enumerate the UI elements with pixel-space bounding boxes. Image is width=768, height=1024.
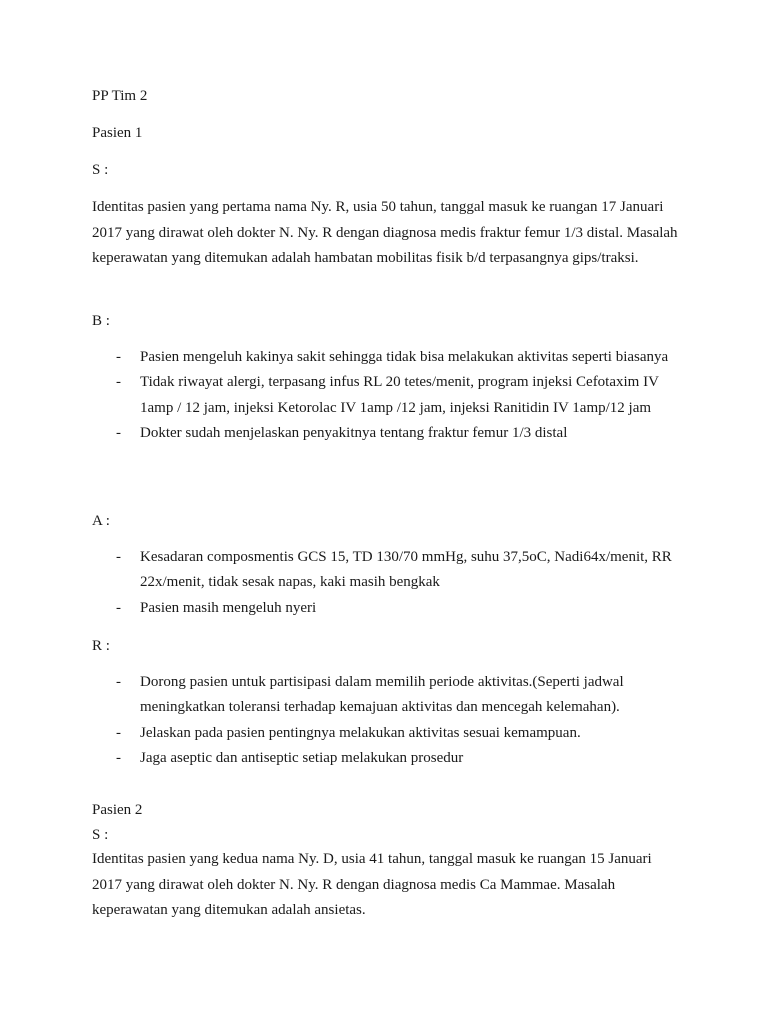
dash-bullet-icon: - [116,749,121,766]
pasien-2-s-label: S : [92,827,109,843]
dash-bullet-icon: - [116,599,121,616]
dash-bullet-icon: - [116,549,121,565]
list-item [92,421,682,446]
list-item [92,670,682,721]
list-item [92,746,682,771]
dash-bullet-icon: - [116,374,121,391]
dash-bullet-icon: - [116,424,121,441]
pasien-1-a-label: A : [92,513,110,529]
pasien-2-s-paragraph: Identitas pasien yang kedua nama Ny. D, usia 41 tahun, tanggal masuk ke ruangan 15 Januari 2017 yang dirawat oleh dokter N. Ny. R dengan diagnosa medis Ca Mammae. Masalah keperawatan yang ditemukan adalah ansietas. [92,851,652,918]
pasien-1-s-paragraph: Identitas pasien yang pertama nama Ny. R, usia 50 tahun, tanggal masuk ke ruangan 17 Januari 2017 yang dirawat oleh dokter N. Ny. R dengan diagnosa medis fraktur femur 1/3 distal. Masalah keperawatan yang ditemukan adalah hambatan mobilitas fisik b/d terpasangnya gips/traksi. [92,199,678,266]
list-item-text: Pasien mengeluh kakinya sakit sehingga tidak bisa melakukan aktivitas seperti biasanya [140,349,669,365]
list-item [92,596,682,621]
document-title: PP Tim 2 [92,88,148,104]
dash-bullet-icon: - [116,674,121,690]
pasien-1-b-list [92,345,682,446]
dash-bullet-icon: - [116,349,121,365]
list-item-text: Jelaskan pada pasien pentingnya melakukan aktivitas sesuai kemampuan. [140,724,581,741]
pasien-1-b-label: B : [92,313,110,329]
pasien-1-s-label: S : [92,162,109,178]
document-page [92,0,682,1024]
list-item [92,370,682,421]
list-item-text: Dokter sudah menjelaskan penyakitnya tentang fraktur femur 1/3 distal [140,424,568,441]
list-item-text: Kesadaran composmentis GCS 15, TD 130/70 mmHg, suhu 37,5oC, Nadi64x/menit, RR 22x/menit, tidak sesak napas, kaki masih bengkak [140,549,672,591]
list-item-text: Tidak riwayat alergi, terpasang infus RL 20 tetes/menit, program injeksi Cefotaxim IV 1amp / 12 jam, injeksi Ketorolac IV 1amp /12 jam, injeksi Ranitidin IV 1amp/12 jam [140,374,659,416]
pasien-2-heading: Pasien 2 [92,802,143,818]
pasien-1-a-list [92,545,682,621]
pasien-1-r-list [92,670,682,771]
list-item [92,721,682,746]
pasien-1-r-label: R : [92,638,110,654]
pasien-1-heading: Pasien 1 [92,125,143,141]
list-item-text: Jaga aseptic dan antiseptic setiap melakukan prosedur [140,749,464,766]
list-item [92,545,682,596]
list-item-text: Dorong pasien untuk partisipasi dalam memilih periode aktivitas.(Seperti jadwal meningkatkan toleransi terhadap kemajuan aktivitas dan mencegah kelemahan). [140,674,624,716]
list-item [92,345,682,370]
list-item-text: Pasien masih mengeluh nyeri [140,599,317,616]
dash-bullet-icon: - [116,724,121,741]
